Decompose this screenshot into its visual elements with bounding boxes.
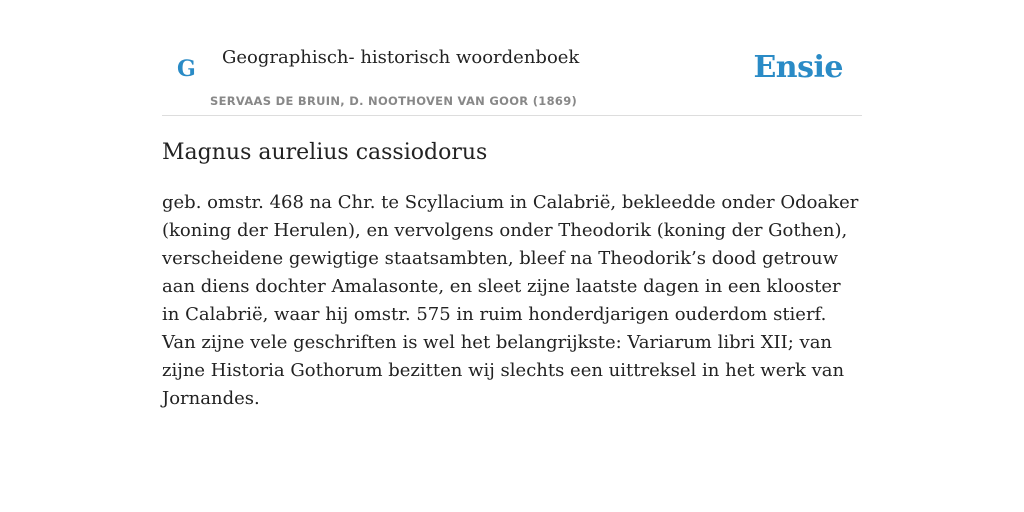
book-header xyxy=(162,40,862,116)
entry-title: Magnus aurelius cassiodorus xyxy=(162,140,488,165)
book-author: SERVAAS DE BRUIN, D. NOOTHOVEN VAN GOOR (1869) xyxy=(210,94,578,108)
book-title-link[interactable]: Geographisch- historisch woordenboek xyxy=(222,47,580,68)
page xyxy=(162,0,862,413)
entry-body: geb. omstr. 468 na Chr. te Scyllacium in Calabrië, bekleedde onder Odoaker (koning der Herulen), en vervolgens onder Theodorik (koning der Gothen), verscheidene gewigtige staatsambten, bleef na Theodorik’s dood getrouw aan diens dochter Amalasonte, en sleet zijne laatste dagen in een klooster in Calabrië, waar hij omstr. 575 in ruim honderdjarigen ouderdom stierf. Van zijne vele geschriften is wel het belangrijkste: Variarum libri XII; van zijne Historia Gothorum bezitten wij slechts een uittreksel in het werk van Jornandes. xyxy=(162,192,859,409)
ensie-logo[interactable]: Ensie xyxy=(753,50,843,85)
book-letter-badge[interactable]: G xyxy=(177,56,196,82)
